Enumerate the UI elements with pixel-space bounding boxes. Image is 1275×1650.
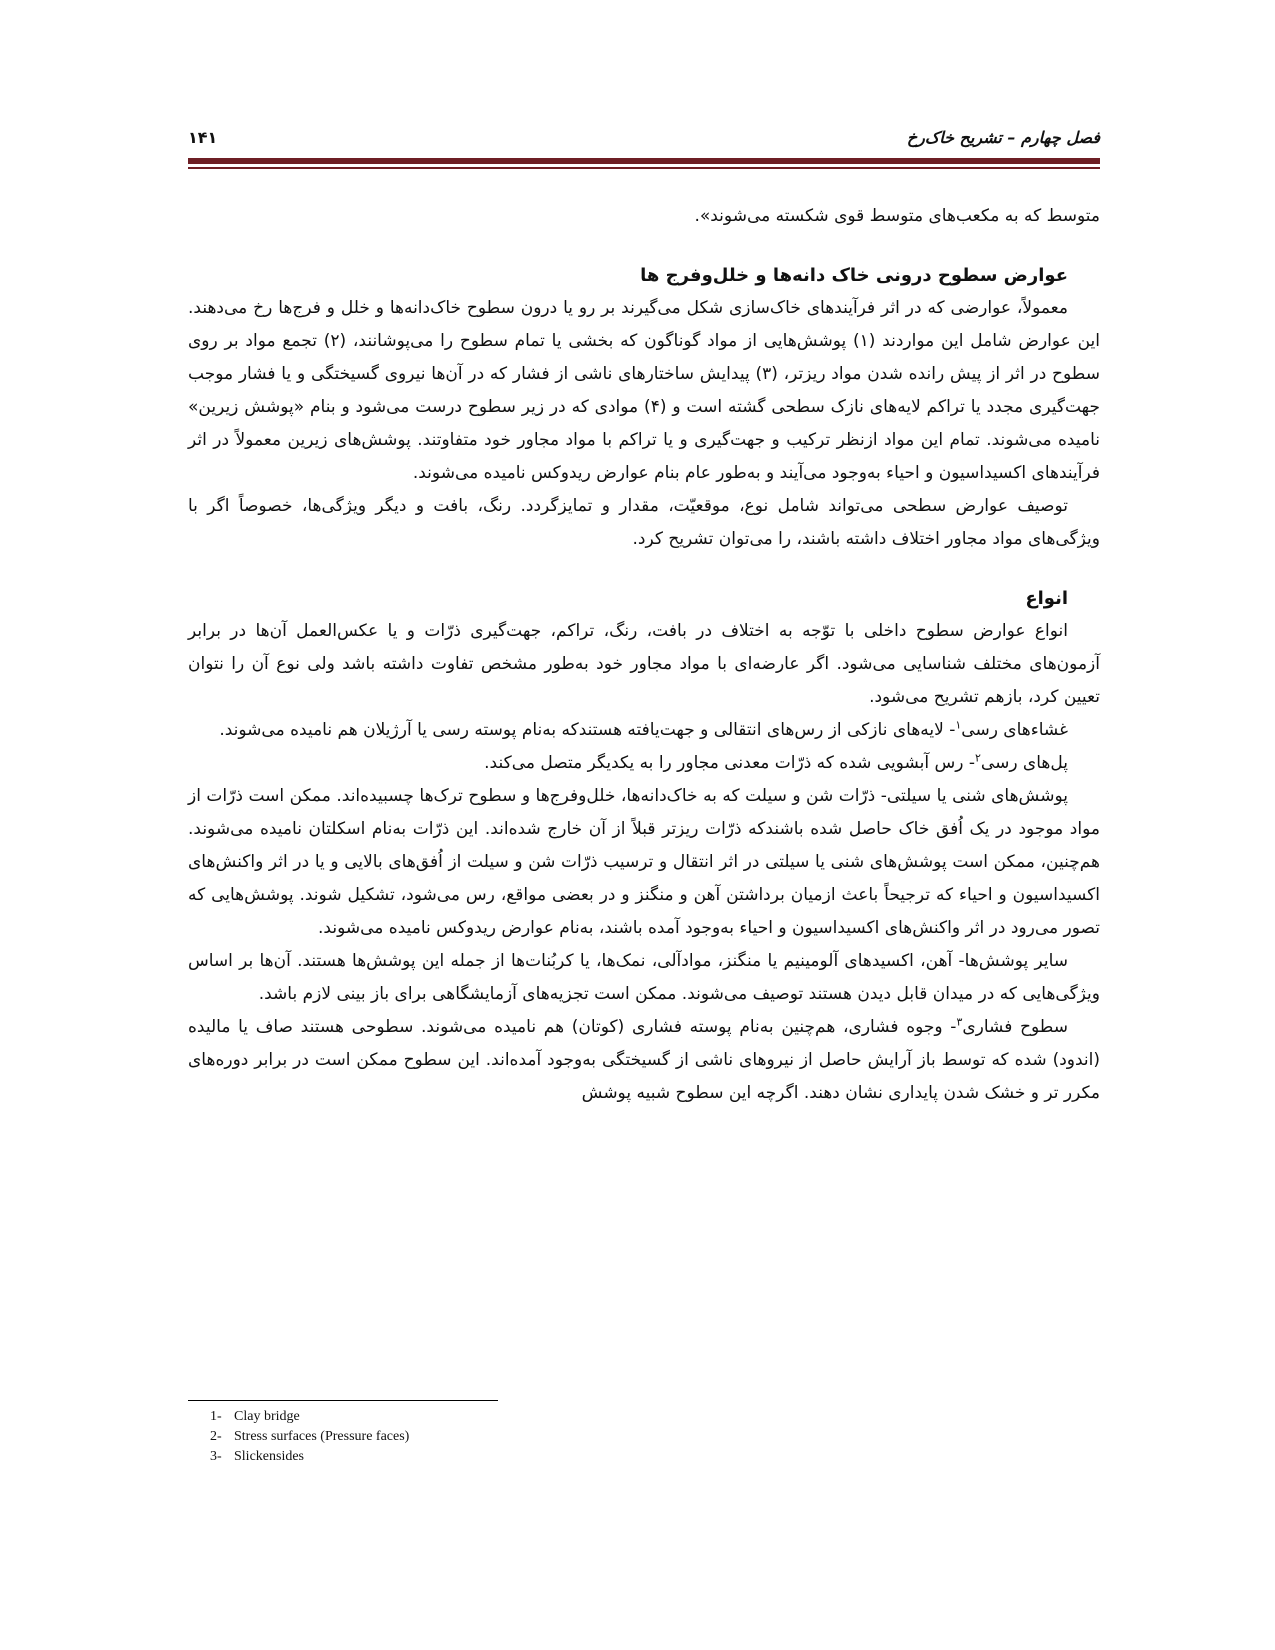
section-heading: انواع (1025, 588, 1068, 609)
term: غشاءهای رسی (961, 720, 1068, 740)
paragraph: انواع عوارض سطوح داخلی با توّجه به اختلاف در بافت، رنگ، تراکم، جهت‌گیری ذرّات و یا عکس‌العمل آن‌ها در برابر آزمون‌های مختلف شناسایی می‌شود. اگر عارضه‌ای با مواد مجاور خود به‌طور مشخص تفاوت داشته باشد ولی نوع آن را نتوان تعیین کرد، بازهم تشریح می‌شود. (188, 621, 1100, 707)
header-rule-thick (188, 158, 1100, 164)
chapter-title: فصل چهارم – تشریح خاک‌رخ (906, 128, 1100, 147)
section-heading: عوارض سطوح درونی خاک دانه‌ها و خلل‌وفرج ها (640, 265, 1068, 286)
footnote-separator (188, 1400, 498, 1401)
paragraph-clay-bridges (188, 747, 1100, 780)
body-text (188, 200, 1100, 1110)
term: سطوح فشاری (962, 1017, 1068, 1037)
paragraph: توصیف عوارض سطحی می‌تواند شامل نوع، موقعیّت، مقدار و تمایزگردد. رنگ، بافت و دیگر ویژگی‌ها، خصوصاً اگر با ویژگی‌های مواد مجاور اختلاف داشته باشند، را می‌توان تشریح کرد. (188, 496, 1100, 549)
footnote: 2- Stress surfaces (Pressure faces) (210, 1429, 410, 1444)
page-header (188, 118, 1100, 168)
footnote-ref: ۱ (955, 718, 962, 732)
definition: - رس آبشویی شده که ذرّات معدنی مجاور را به یکدیگر متصل می‌کند. (484, 753, 975, 773)
paragraph: سایر پوشش‌ها- آهن، اکسیدهای آلومینیم یا منگنز، موادآلی، نمک‌ها، یا کربُنات‌ها از جمله این پوشش‌ها هستند. آن‌ها بر اساس ویژگی‌هایی که در میدان قابل دیدن هستند توصیف می‌شوند. ممکن است تجزیه‌های آزمایشگاهی برای باز بینی لازم باشد. (188, 951, 1100, 1004)
footnote-ref: ۲ (974, 751, 981, 765)
footnote: 3- Slickensides (210, 1449, 304, 1464)
page-number: ۱۴۱ (188, 128, 218, 147)
paragraph: پوشش‌های شنی یا سیلتی- ذرّات شن و سیلت که به خاک‌دانه‌ها، خلل‌وفرج‌ها و سطوح ترک‌ها چسبیده‌اند. ممکن است ذرّات از مواد موجود در یک اُفق خاک حاصل شده باشندکه ذرّات ریزتر قبلاً از آن خارج شده‌اند. این ذرّات به‌نام اسکلتان نامیده می‌شوند. هم‌چنین، ممکن است پوشش‌های شنی یا سیلتی در اثر انتقال و ترسیب ذرّات شن و سیلت از اُفق‌های بالایی و یا در اثر واکنش‌های اکسیداسیون و احیاء که ترجیحاً باعث ازمیان برداشتن آهن و منگنز و در بعضی مواقع، رس می‌شود، تشکیل شوند. پوشش‌هایی که تصور می‌رود در اثر واکنش‌های اکسیداسیون و احیاء به‌وجود آمده باشند، به‌نام عوارض ریدوکس نامیده می‌شوند. (188, 786, 1100, 938)
paragraph-stress-surfaces (188, 1011, 1100, 1110)
paragraph: معمولاً، عوارضی که در اثر فرآیندهای خاک‌سازی شکل می‌گیرند بر رو یا درون سطوح خاک‌دانه‌ها و خلل و فرج‌ها رخ می‌دهند. این عوارض شامل این مواردند (۱) پوشش‌هایی از مواد گوناگون که بخشی یا تمام سطوح را می‌پوشانند، (۲) تجمع مواد بر روی سطوح در اثر از پیش رانده شدن مواد ریزتر، (۳) پیدایش ساختارهای ناشی از فشار که در آن‌ها نیروی گسیختگی و یا فشار موجب جهت‌گیری مجدد یا تراکم لایه‌های نازک سطحی گشته است و (۴) موادی که در زیر سطوح درست می‌شود و بنام «پوشش زیرین» نامیده می‌شوند. تمام این مواد ازنظر ترکیب و جهت‌گیری و یا تراکم با مواد مجاور خود متفاوتند. پوشش‌های زیرین معمولاً در اثر فرآیندهای اکسیداسیون و احیاء به‌وجود می‌آیند و به‌طور عام بنام عوارض ریدوکس نامیده می‌شوند. (188, 298, 1100, 483)
header-rule-thin (188, 167, 1100, 169)
definition: - لایه‌های نازکی از رس‌های انتقالی و جهت‌یافته هستندکه به‌نام پوسته رسی یا آرژیلان هم نامیده می‌شوند. (219, 720, 956, 740)
term: پل‌های رسی (980, 753, 1068, 773)
definition: - وجوه فشاری، هم‌چنین به‌نام پوسته فشاری (کوتان) هم نامیده می‌شوند. سطوحی هستند صاف یا مالیده (اندود) شده که توسط باز آرایش حاصل از نیروهای ناشی از گسیختگی به‌وجود آمده‌اند. این سطوح ممکن است در برابر دوره‌های مکرر تر و خشک شدن پایداری نشان دهند. اگرچه این سطوح شبیه پوشش (188, 1017, 1100, 1103)
paragraph-continuation: متوسط که به مکعب‌های متوسط قوی شکسته می‌شوند». (694, 206, 1100, 226)
footnotes (210, 1407, 710, 1467)
paragraph-clay-skins (188, 714, 1100, 747)
footnote: 1- Clay bridge (210, 1409, 300, 1424)
footnote-ref: ۳ (956, 1015, 963, 1029)
